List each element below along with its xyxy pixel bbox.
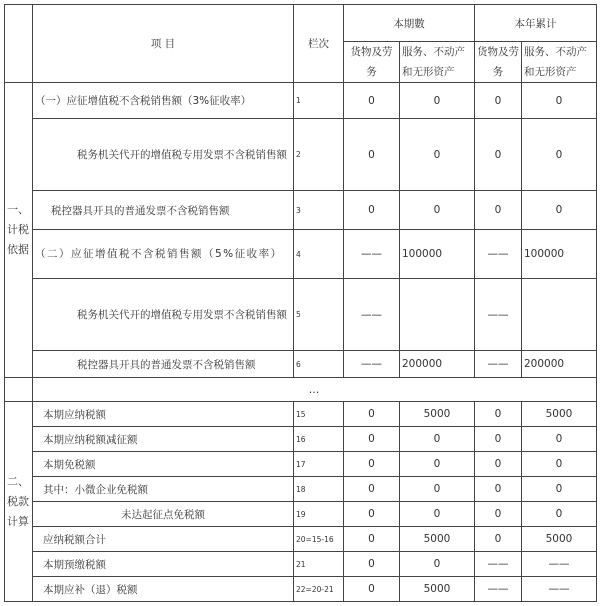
row-no: 6 — [294, 351, 344, 378]
header-goods-services-ytd: 货物及劳务 — [475, 42, 522, 83]
row-label: 税务机关代开的增值税专用发票不含税销售额 — [33, 119, 294, 191]
cell-value: 0 — [475, 502, 522, 527]
cell-value: 5000 — [400, 402, 475, 427]
cell-value: 5000 — [400, 527, 475, 552]
row-label: 应纳税额合计 — [33, 527, 294, 552]
cell-value: 0 — [522, 502, 597, 527]
cell-value: 0 — [522, 427, 597, 452]
header-current-period: 本期數 — [344, 5, 475, 42]
cell-value: —— — [475, 279, 522, 351]
cell-value: 0 — [344, 119, 400, 191]
cell-value: 0 — [400, 83, 475, 119]
section-basis-label: 一、计税依据 — [5, 83, 33, 378]
cell-value: 5000 — [522, 402, 597, 427]
row-no: 15 — [294, 402, 344, 427]
ellipsis-row: … — [33, 378, 597, 402]
cell-value: 0 — [344, 477, 400, 502]
cell-value: 0 — [400, 452, 475, 477]
cell-value: 0 — [400, 119, 475, 191]
cell-value: —— — [344, 279, 400, 351]
cell-value: 0 — [475, 527, 522, 552]
cell-value: 200000 — [400, 351, 475, 378]
cell-value: 0 — [475, 119, 522, 191]
cell-value: 0 — [522, 452, 597, 477]
section-calc-label: 二、税款计算 — [5, 402, 33, 602]
row-no: 16 — [294, 427, 344, 452]
cell-value: 0 — [400, 191, 475, 230]
cell-value — [522, 279, 597, 351]
row-label: （二）应征增值税不含税销售额（5%征收率） — [33, 230, 294, 279]
cell-value: 0 — [522, 191, 597, 230]
header-blank-cell — [5, 5, 33, 83]
row-label: 未达起征点免税额 — [33, 502, 294, 527]
row-label: 税务机关代开的增值税专用发票不含税销售额 — [33, 279, 294, 351]
cell-value — [400, 279, 475, 351]
row-label: 本期应纳税额 — [33, 402, 294, 427]
header-column-no: 栏次 — [294, 5, 344, 83]
row-label: 税控器具开具的普通发票不含税销售额 — [33, 191, 294, 230]
cell-value: 0 — [400, 427, 475, 452]
row-no: 20=15-16 — [294, 527, 344, 552]
header-year-to-date: 本年累计 — [475, 5, 597, 42]
cell-value: 0 — [344, 502, 400, 527]
cell-value: 5000 — [400, 577, 475, 602]
cell-value: —— — [522, 577, 597, 602]
row-no: 22=20-21 — [294, 577, 344, 602]
cell-value: 0 — [522, 83, 597, 119]
header-goods-services: 货物及劳务 — [344, 42, 400, 83]
row-no: 1 — [294, 83, 344, 119]
row-no: 4 — [294, 230, 344, 279]
cell-value: 0 — [344, 191, 400, 230]
cell-value: 0 — [344, 83, 400, 119]
cell-value: 0 — [400, 552, 475, 577]
row-no: 2 — [294, 119, 344, 191]
cell-value: —— — [344, 351, 400, 378]
row-no: 17 — [294, 452, 344, 477]
row-label: 本期预缴税额 — [33, 552, 294, 577]
header-services-property-ytd: 服务、不动产和无形资产 — [522, 42, 597, 83]
cell-value: 0 — [344, 577, 400, 602]
cell-value: —— — [475, 552, 522, 577]
cell-value: 200000 — [522, 351, 597, 378]
header-item: 项 目 — [33, 5, 294, 83]
cell-value: —— — [344, 230, 400, 279]
row-no: 3 — [294, 191, 344, 230]
row-label: （一）应征增值税不含税销售额（3%征收率） — [33, 83, 294, 119]
cell-value: 0 — [400, 502, 475, 527]
cell-value: —— — [522, 552, 597, 577]
row-no: 5 — [294, 279, 344, 351]
cell-value: 0 — [475, 427, 522, 452]
cell-value: 0 — [344, 452, 400, 477]
cell-value: 0 — [522, 119, 597, 191]
cell-value: —— — [475, 351, 522, 378]
cell-value: 5000 — [522, 527, 597, 552]
cell-value: 100000 — [522, 230, 597, 279]
cell-value: 0 — [475, 477, 522, 502]
cell-value: 0 — [400, 477, 475, 502]
cell-value: 0 — [344, 427, 400, 452]
cell-value: 0 — [475, 452, 522, 477]
cell-value: 100000 — [400, 230, 475, 279]
row-no: 21 — [294, 552, 344, 577]
row-no: 18 — [294, 477, 344, 502]
cell-value: 0 — [344, 552, 400, 577]
cell-value: 0 — [344, 402, 400, 427]
ellipsis-blank-cell — [5, 378, 33, 402]
row-no: 19 — [294, 502, 344, 527]
row-label: 其中：小微企业免税额 — [33, 477, 294, 502]
cell-value: 0 — [475, 191, 522, 230]
row-label: 本期应纳税额减征额 — [33, 427, 294, 452]
cell-value: 0 — [475, 83, 522, 119]
cell-value: 0 — [475, 402, 522, 427]
cell-value: 0 — [344, 527, 400, 552]
cell-value: —— — [475, 230, 522, 279]
cell-value: —— — [475, 577, 522, 602]
header-services-property: 服务、不动产和无形资产 — [400, 42, 475, 83]
row-label: 税控器具开具的普通发票不含税销售额 — [33, 351, 294, 378]
vat-return-table — [4, 4, 597, 602]
row-label: 本期应补（退）税额 — [33, 577, 294, 602]
cell-value: 0 — [522, 477, 597, 502]
row-label: 本期免税额 — [33, 452, 294, 477]
